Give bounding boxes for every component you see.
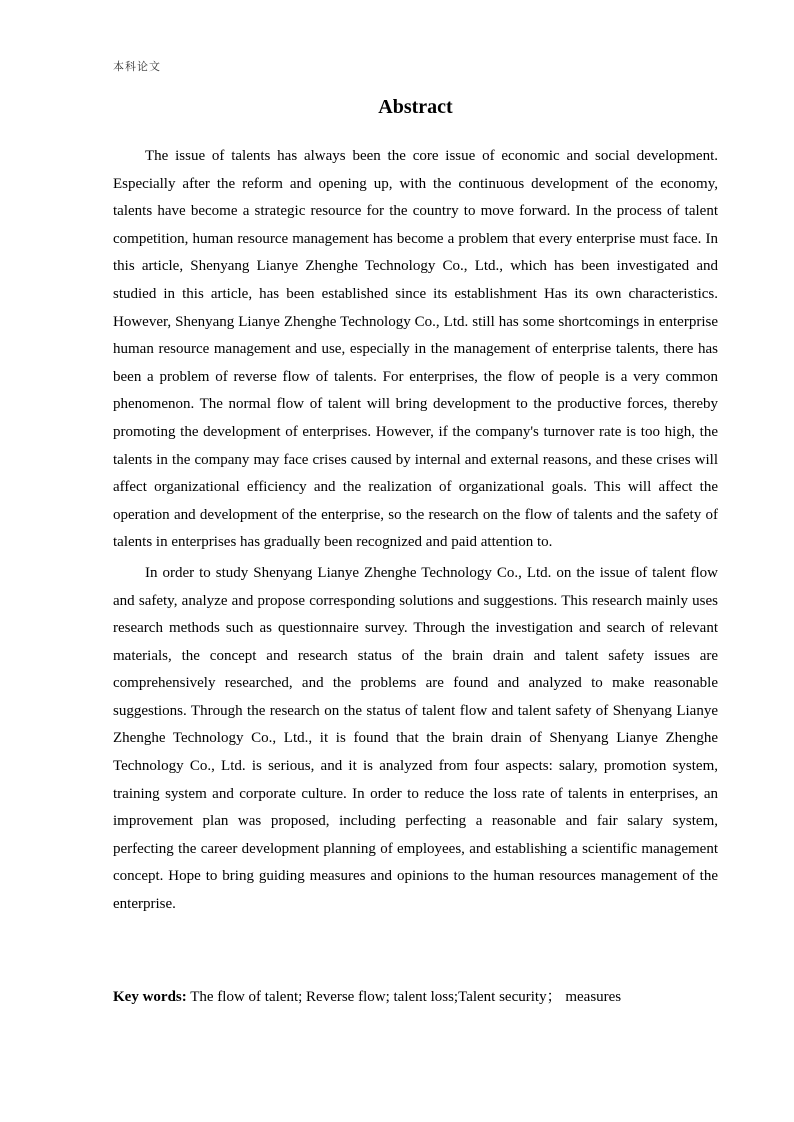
keywords-label: Key words: (113, 989, 187, 1005)
abstract-body (113, 143, 718, 919)
keywords-text: The flow of talent; Reverse flow; talent loss;Talent security； measures (190, 989, 622, 1005)
page-header: 本科论文 (113, 60, 161, 73)
abstract-paragraph-1: The issue of talents has always been the core issue of economic and social development. Especially after the reform and opening up, with the continuous development of the economy, talents have become a strategic resource for the country to move forward. In the process of talent competition, human resource management has become a problem that every enterprise must face. In this article, Shenyang Lianye Zhenghe Technology Co., Ltd., which has been investigated and studied in this article, has been established since its establishment Has its own characteristics. However, Shenyang Lianye Zhenghe Technology Co., Ltd. still has some shortcomings in enterprise human resource management and use, especially in the management of enterprise talents, there has been a problem of reverse flow of talents. For enterprises, the flow of people is a very common phenomenon. The normal flow of talent will bring development to the productive forces, thereby promoting the development of enterprises. However, if the company's turnover rate is too high, the talents in the company may face crises caused by internal and external reasons, and these crises will affect organizational efficiency and the realization of organizational goals. This will affect the operation and development of the enterprise, so the research on the flow of talents and the safety of talents in enterprises has gradually been recognized and paid attention to. (113, 148, 718, 551)
abstract-title: Abstract (378, 96, 453, 118)
keywords-line (113, 985, 718, 1009)
abstract-paragraph-2: In order to study Shenyang Lianye Zhenghe Technology Co., Ltd. on the issue of talent flow and safety, analyze and propose corresponding solutions and suggestions. This research mainly uses research methods such as questionnaire survey. Through the investigation and search of relevant materials, the concept and research status of the brain drain and talent safety issues are comprehensively researched, and the problems are found and analyzed to make reasonable suggestions. Through the research on the status of talent flow and talent safety of Shenyang Lianye Zhenghe Technology Co., Ltd., it is found that the brain drain of Shenyang Lianye Zhenghe Technology Co., Ltd. is serious, and it is analyzed from four aspects: salary, promotion system, training system and corporate culture. In order to reduce the loss rate of talents in enterprises, an improvement plan was proposed, including perfecting a reasonable and fair salary system, perfecting the career development planning of employees, and establishing a scientific management concept. Hope to bring guiding measures and opinions to the human resources management of the enterprise. (113, 564, 718, 913)
